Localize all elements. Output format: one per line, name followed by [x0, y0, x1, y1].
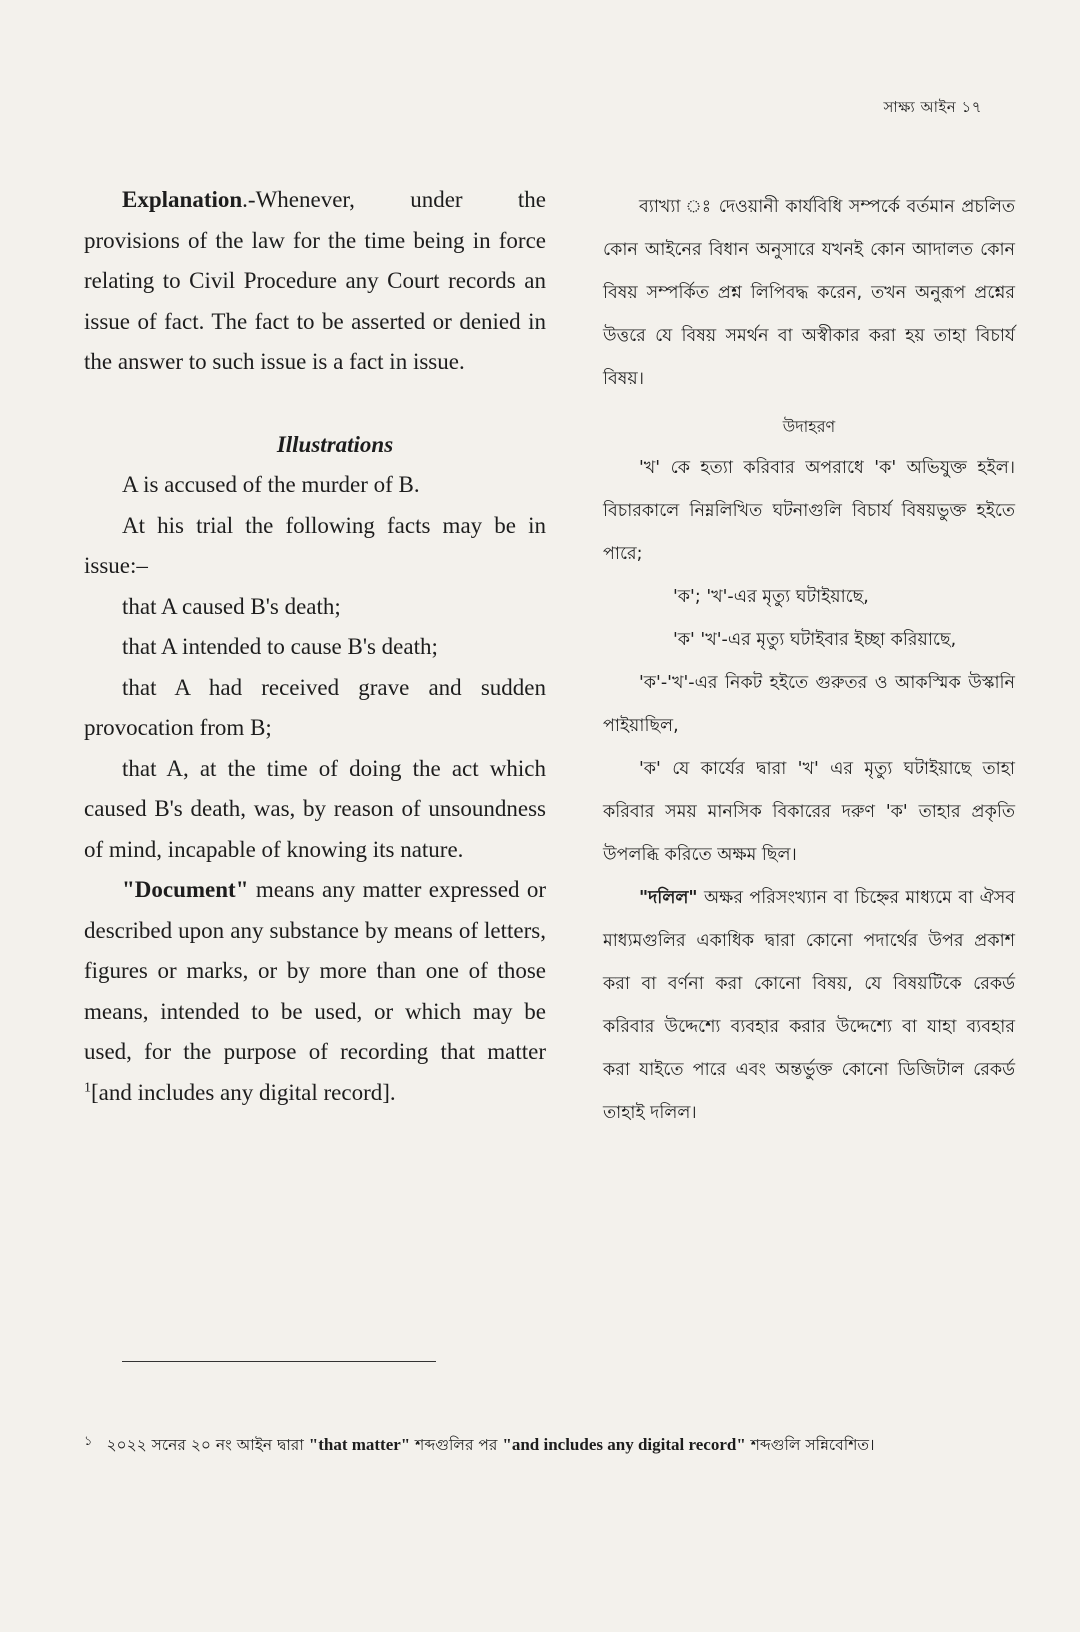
- explanation-text: .-Whenever, under the provisions of the law for the time being in force relating to Civil Procedure any Court records an issue of fact. The fact to be asserted or denied in the answer to such issue is a fact in issue.: [84, 187, 546, 374]
- explanation-paragraph: [84, 180, 546, 383]
- illustration-accused: A is accused of the murder of B.: [122, 472, 420, 497]
- running-head: সাক্ষ্য আইন ১৭: [883, 98, 982, 116]
- bn-illustration-item-4: 'ক' যে কার্যের দ্বারা 'খ' এর মৃত্যু ঘটাইয়াছে তাহা করিবার সময় মানসিক বিকারের দরুণ 'ক' তাহার প্রকৃতি উপলব্ধি করিতে অক্ষম ছিল।: [603, 759, 1015, 865]
- document-definition: [84, 870, 546, 1113]
- bn-illustration-item-1: 'ক'; 'খ'-এর মৃত্যু ঘটাইয়াছে,: [673, 587, 869, 607]
- illustrations-heading: Illustrations: [276, 431, 394, 457]
- bn-illustration-item-2: 'ক' 'খ'-এর মৃত্যু ঘটাইবার ইচ্ছা করিয়াছে,: [673, 630, 957, 650]
- illustration-item-1: that A caused B's death;: [122, 593, 341, 619]
- english-column: [84, 180, 546, 1113]
- bengali-column: [603, 186, 1015, 1135]
- illustration-trial: At his trial the following facts may be in issue:–: [84, 512, 546, 578]
- document-term: "Document": [122, 877, 249, 902]
- explanation-heading: Explanation: [122, 187, 243, 212]
- illustration-item-2: that A intended to cause B's death;: [122, 634, 438, 659]
- document-text-1: means any matter expressed or described upon any substance by means of letters, figures or marks, or by more than one of those means, intended to be used, or which may be used, for the purpose of recording that matter: [84, 877, 546, 1064]
- footnote-text-1: ২০২২ সনের ২০ নং আইন দ্বারা: [106, 1436, 309, 1454]
- bn-explanation-paragraph: ব্যাখ্যা ঃ দেওয়ানী কার্যবিধি সম্পর্কে বর্তমান প্রচলিত কোন আইনের বিধান অনুসারে যখনই কোন আদালত কোন বিষয় সম্পর্কিত প্রশ্ন লিপিবদ্ধ করেন, তখন অনুরূপ প্রশ্নের উত্তরে যে বিষয় সমর্থন বা অস্বীকার করা হয় তাহা বিচার্য বিষয়।: [603, 197, 1015, 389]
- document-text-2: [and includes any digital record].: [91, 1079, 396, 1105]
- footnote: [84, 1430, 1044, 1462]
- footnote-text-2: শব্দগুলির পর: [410, 1436, 503, 1454]
- footnote-term-1: "that matter": [308, 1435, 411, 1454]
- footnote-rule: [122, 1361, 436, 1362]
- footnote-text-3: শব্দগুলি সন্নিবেশিত।: [745, 1436, 875, 1454]
- bn-illustration-item-3: 'ক'-'খ'-এর নিকট হইতে গুরুতর ও আকস্মিক উস্কানি পাইয়াছিল,: [603, 673, 1015, 736]
- illustration-item-4: that A, at the time of doing the act which caused B's death, was, by reason of unsoundness of mind, incapable of knowing its nature.: [84, 755, 546, 862]
- bn-document-text: অক্ষর পরিসংখ্যান বা চিহ্নের মাধ্যমে বা ঐসব মাধ্যমগুলির একাধিক দ্বারা কোনো পদার্থের উপর প্রকাশ করা বা বর্ণনা করা কোনো বিষয়, যে বিষয়টিকে রেকর্ড করিবার উদ্দেশ্যে ব্যবহার করার উদ্দেশ্যে বা যাহা ব্যবহার করা যাইতে পারে এবং অন্তর্ভুক্ত কোনো ডিজিটাল রেকর্ড তাহাই দলিল।: [603, 888, 1015, 1123]
- footnote-reference: 1: [84, 1079, 91, 1095]
- footnote-mark: ১: [84, 1434, 93, 1449]
- bn-document-term: "দলিল": [639, 888, 698, 908]
- illustration-item-3: that A had received grave and sudden provocation from B;: [84, 674, 546, 740]
- bn-illustrations-heading: উদাহরণ: [782, 417, 836, 436]
- bn-illustration-accused: 'খ' কে হত্যা করিবার অপরাধে 'ক' অভিযুক্ত হইল। বিচারকালে নিম্নলিখিত ঘটনাগুলি বিচার্য বিষয়ভুক্ত হইতে পারে;: [603, 458, 1015, 564]
- footnote-term-2: "and includes any digital record": [502, 1435, 746, 1454]
- bn-document-definition: [603, 877, 1015, 1135]
